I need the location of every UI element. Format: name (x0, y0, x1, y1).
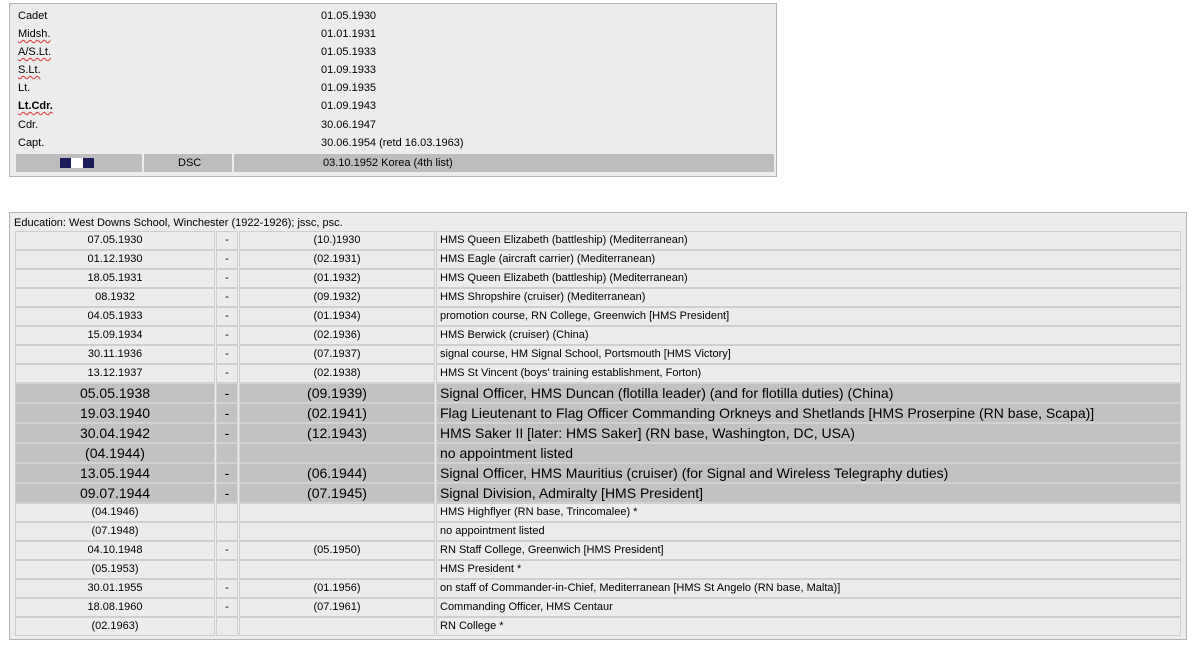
appointment-dash: - (216, 364, 238, 383)
rank-date: 01.05.1930 (321, 10, 377, 22)
award-name-cell (142, 154, 232, 172)
appointment-from: 07.05.1930 (15, 231, 215, 250)
appointment-to: (01.1956) (239, 579, 435, 598)
appointment-to: (01.1932) (239, 269, 435, 288)
appointment-to: (07.1961) (239, 598, 435, 617)
award-date: 03.10.1952 Korea (4th list) (323, 157, 453, 169)
appointment-from: 09.07.1944 (15, 483, 215, 503)
appointment-description: Signal Officer, HMS Duncan (flotilla leader) (and for flotilla duties) (China) (436, 383, 1181, 403)
rank-date: 01.09.1943 (321, 100, 377, 112)
appointment-description: HMS Highflyer (RN base, Trincomalee) * (436, 503, 1181, 522)
appointment-to: (02.1938) (239, 364, 435, 383)
rank-name: Cdr. (18, 119, 39, 131)
appointment-dash (216, 443, 238, 463)
award-name: DSC (178, 157, 202, 169)
appointment-to: (06.1944) (239, 463, 435, 483)
appointment-row (15, 326, 1181, 345)
appointment-from: 04.10.1948 (15, 541, 215, 560)
appointment-description: promotion course, RN College, Greenwich [HMS President] (436, 307, 1181, 326)
appointment-description: HMS Queen Elizabeth (battleship) (Mediterranean) (436, 269, 1181, 288)
appointment-from: 18.05.1931 (15, 269, 215, 288)
education-line: Education: West Downs School, Winchester (1922-1926); jssc, psc. (14, 217, 343, 229)
appointment-dash (216, 503, 238, 522)
appointment-to (239, 443, 435, 463)
dsc-ribbon-icon (60, 158, 94, 168)
appointment-row (15, 423, 1181, 443)
appointment-to: (05.1950) (239, 541, 435, 560)
appointment-from: 30.01.1955 (15, 579, 215, 598)
award-ribbon-cell (16, 154, 140, 172)
rank-row (10, 134, 776, 152)
appointment-dash (216, 522, 238, 541)
rank-row (10, 7, 776, 25)
rank-name: S.Lt. (18, 64, 41, 76)
appointment-description: Signal Officer, HMS Mauritius (cruiser) (for Signal and Wireless Telegraphy duties) (436, 463, 1181, 483)
appointment-row (15, 541, 1181, 560)
appointment-to: (02.1936) (239, 326, 435, 345)
appointment-description: on staff of Commander-in-Chief, Mediterranean [HMS St Angelo (RN base, Malta)] (436, 579, 1181, 598)
rank-date: 01.05.1933 (321, 46, 377, 58)
rank-date: 30.06.1947 (321, 119, 377, 131)
appointment-row (15, 483, 1181, 503)
rank-name: Capt. (18, 137, 45, 149)
appointment-row (15, 345, 1181, 364)
appointment-dash: - (216, 541, 238, 560)
appointment-dash: - (216, 307, 238, 326)
appointment-description: HMS President * (436, 560, 1181, 579)
appointment-row (15, 522, 1181, 541)
rank-date: 30.06.1954 (retd 16.03.1963) (321, 137, 464, 149)
appointment-from: 01.12.1930 (15, 250, 215, 269)
rank-row (10, 61, 776, 79)
appointment-to (239, 560, 435, 579)
appointment-from: (04.1946) (15, 503, 215, 522)
appointment-row (15, 231, 1181, 250)
award-date-cell (232, 154, 774, 172)
appointment-from: 13.05.1944 (15, 463, 215, 483)
appointment-row (15, 560, 1181, 579)
appointment-dash: - (216, 598, 238, 617)
appointment-from: (04.1944) (15, 443, 215, 463)
appointment-dash: - (216, 463, 238, 483)
ribbon-stripe (60, 158, 71, 168)
rank-row (10, 43, 776, 61)
appointment-description: Signal Division, Admiralty [HMS President] (436, 483, 1181, 503)
appointment-from: 15.09.1934 (15, 326, 215, 345)
appointment-to: (12.1943) (239, 423, 435, 443)
appointment-dash (216, 560, 238, 579)
appointment-to (239, 617, 435, 636)
appointment-description: Flag Lieutenant to Flag Officer Commanding Orkneys and Shetlands [HMS Proserpine (RN base, Scapa)] (436, 403, 1181, 423)
appointment-from: 18.08.1960 (15, 598, 215, 617)
award-row (16, 154, 772, 172)
rank-name: Cadet (18, 10, 48, 22)
appointment-row (15, 383, 1181, 403)
appointment-dash: - (216, 345, 238, 364)
appointment-to (239, 503, 435, 522)
rank-name: Lt. (18, 82, 31, 94)
rank-row (10, 116, 776, 134)
appointment-dash: - (216, 250, 238, 269)
appointment-description: HMS Berwick (cruiser) (China) (436, 326, 1181, 345)
appointment-row (15, 364, 1181, 383)
rank-date: 01.09.1933 (321, 64, 377, 76)
appointment-from: 19.03.1940 (15, 403, 215, 423)
appointment-description: RN Staff College, Greenwich [HMS President] (436, 541, 1181, 560)
appointment-dash: - (216, 423, 238, 443)
appointment-dash: - (216, 483, 238, 503)
rank-row (10, 97, 776, 115)
appointment-row (15, 463, 1181, 483)
rank-row (10, 79, 776, 97)
rank-date: 01.09.1935 (321, 82, 377, 94)
appointment-to (239, 522, 435, 541)
appointment-row (15, 288, 1181, 307)
appointment-description: no appointment listed (436, 522, 1181, 541)
rank-row (10, 25, 776, 43)
appointment-row (15, 598, 1181, 617)
appointment-row (15, 503, 1181, 522)
appointment-dash: - (216, 326, 238, 345)
ribbon-stripe (71, 158, 83, 168)
appointment-to: (02.1941) (239, 403, 435, 423)
appointment-row (15, 307, 1181, 326)
appointment-description: HMS Shropshire (cruiser) (Mediterranean) (436, 288, 1181, 307)
appointment-to: (07.1945) (239, 483, 435, 503)
appointment-description: HMS Eagle (aircraft carrier) (Mediterranean) (436, 250, 1181, 269)
appointment-to: (09.1939) (239, 383, 435, 403)
appointment-description: RN College * (436, 617, 1181, 636)
appointment-from: 08.1932 (15, 288, 215, 307)
appointment-from: 04.05.1933 (15, 307, 215, 326)
appointment-row (15, 617, 1181, 636)
appointment-from: (07.1948) (15, 522, 215, 541)
appointment-from: 30.04.1942 (15, 423, 215, 443)
appointment-to: (10.)1930 (239, 231, 435, 250)
appointment-description: signal course, HM Signal School, Portsmouth [HMS Victory] (436, 345, 1181, 364)
appointment-description: Commanding Officer, HMS Centaur (436, 598, 1181, 617)
appointment-row (15, 403, 1181, 423)
rank-name: A/S.Lt. (18, 46, 52, 58)
appointment-dash: - (216, 269, 238, 288)
appointment-row (15, 443, 1181, 463)
appointment-from: 30.11.1936 (15, 345, 215, 364)
appointment-row (15, 269, 1181, 288)
appointment-dash (216, 617, 238, 636)
ribbon-stripe (83, 158, 94, 168)
rank-name: Midsh. (18, 28, 51, 40)
appointment-dash: - (216, 579, 238, 598)
appointment-dash: - (216, 288, 238, 307)
appointment-from: (05.1953) (15, 560, 215, 579)
appointment-from: 13.12.1937 (15, 364, 215, 383)
appointment-description: HMS Queen Elizabeth (battleship) (Mediterranean) (436, 231, 1181, 250)
appointment-from: (02.1963) (15, 617, 215, 636)
rank-name: Lt.Cdr. (18, 100, 53, 112)
appointment-description: no appointment listed (436, 443, 1181, 463)
appointment-to: (01.1934) (239, 307, 435, 326)
appointment-from: 05.05.1938 (15, 383, 215, 403)
appointment-dash: - (216, 383, 238, 403)
appointment-description: HMS Saker II [later: HMS Saker] (RN base, Washington, DC, USA) (436, 423, 1181, 443)
appointment-dash: - (216, 403, 238, 423)
appointment-row (15, 250, 1181, 269)
appointment-dash: - (216, 231, 238, 250)
appointment-description: HMS St Vincent (boys' training establishment, Forton) (436, 364, 1181, 383)
rank-table (9, 3, 777, 177)
appointments-table (9, 212, 1187, 640)
rank-date: 01.01.1931 (321, 28, 377, 40)
appointment-to: (09.1932) (239, 288, 435, 307)
appointment-to: (02.1931) (239, 250, 435, 269)
appointment-to: (07.1937) (239, 345, 435, 364)
appointment-row (15, 579, 1181, 598)
